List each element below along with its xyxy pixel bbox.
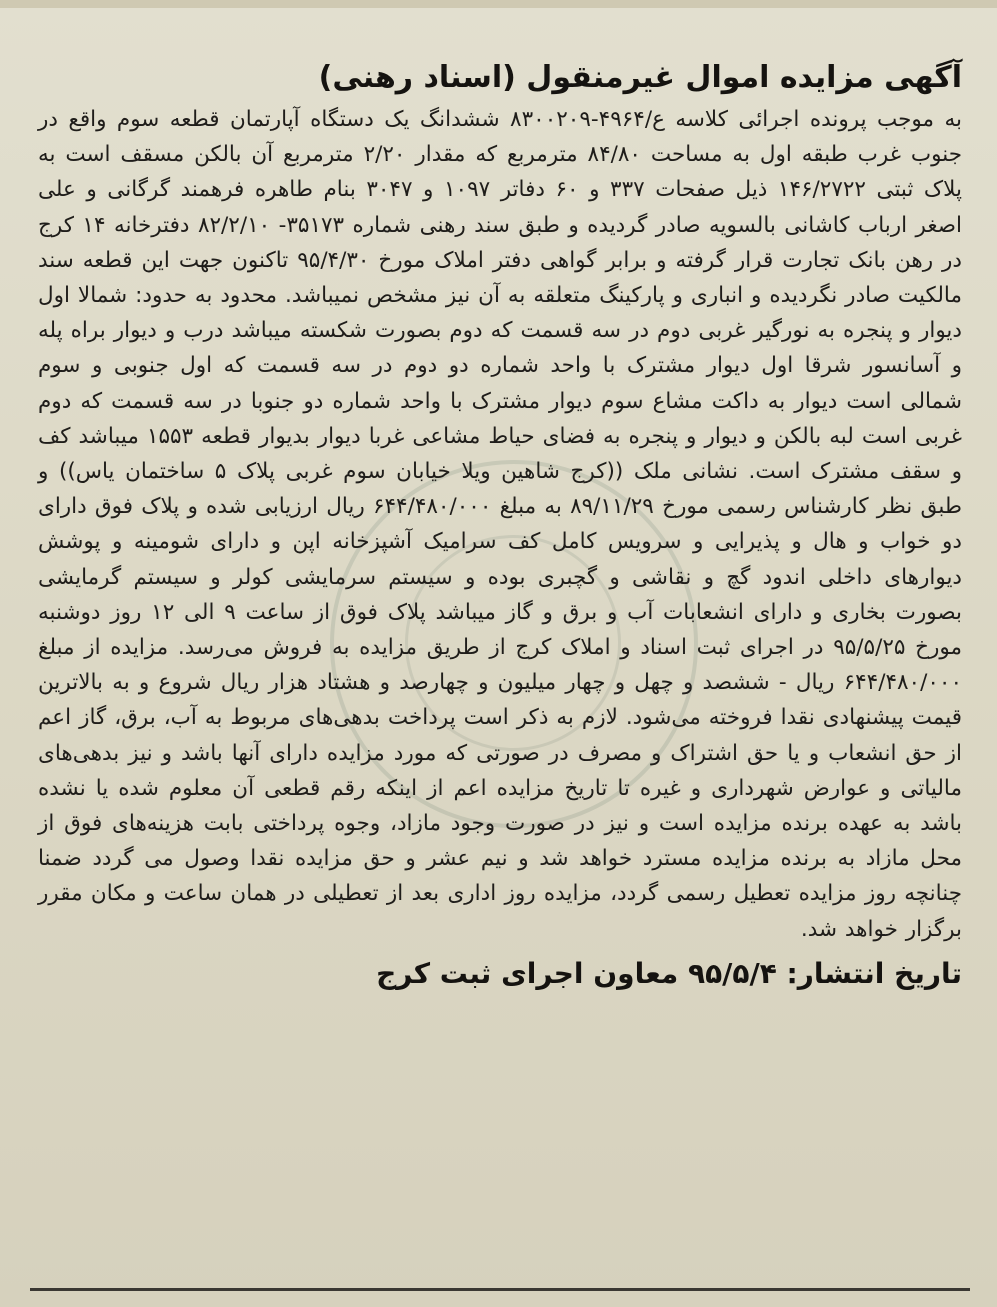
page-top-edge xyxy=(0,0,997,8)
bottom-divider xyxy=(30,1288,970,1291)
notice-title: آگهی مزایده اموال غیرمنقول (اسناد رهنی) xyxy=(318,60,962,95)
notice-footer: تاریخ انتشار: ۹۵/۵/۴ معاون اجرای ثبت کرج xyxy=(376,956,962,990)
auction-notice xyxy=(38,58,962,995)
notice-body: به موجب پرونده اجرائی کلاسه ع/۴۹۶۴-۸۳۰۰۲۰۹ ششدانگ یک دستگاه آپارتمان قطعه سوم واقع در جنوب غرب طبقه اول به مساحت ۸۴/۸۰ مترمربع که مقدار ۲/۲۰ مترمربع آن بالکن مسقف است به پلاک ثبتی ۱۴۶/۲۷۲۲ ذیل صفحات ۳۳۷ و ۶۰ دفاتر ۱۰۹۷ و ۳۰۴۷ بنام طاهره فرهمند گرگانی و علی اصغر ارباب کاشانی بالسویه صادر گردیده و طبق سند رهنی شماره ۳۵۱۷۳- ۸۲/۲/۱۰ دفترخانه ۱۴ کرج در رهن بانک تجارت قرار گرفته و برابر گواهی دفتر املاک مورخ ۹۵/۴/۳۰ تاکنون جهت این قطعه سند مالکیت صادر نگردیده و انباری و پارکینگ متعلقه به آن نیز مشخص نمیباشد. محدود به حدود: شمالا اول دیوار و پنجره به نورگیر غربی دوم در سه قسمت که دوم بصورت شکسته میباشد درب و دیوار براه پله و آسانسور شرقا اول دیوار مشترک با واحد شماره دو دوم در سه قسمت که اول جنوبی و سوم شمالی است دیوار به داکت مشاع سوم دیوار مشترک با واحد شماره دو جنوبا در سه قسمت که دوم غربی است لبه بالکن و دیوار و پنجره به فضای حیاط مشاعی غربا دیوار بدیوار قطعه ۱۵۵۳ میباشد کف و سقف مشترک است. نشانی ملک ((کرج شاهین ویلا خیابان سوم غربی پلاک ۵ ساختمان یاس)) و طبق نظر کارشناس رسمی مورخ ۸۹/۱۱/۲۹ به مبلغ ۶۴۴/۴۸۰/۰۰۰ ریال ارزیابی شده و پلاک فوق دارای دو خواب و هال و پذیرایی و سرویس کامل کف سرامیک آشپزخانه اپن و دارای شومینه و پوشش دیوارهای داخلی اندود گچ و نقاشی و گچبری بوده و سیستم سرمایشی کولر و سیستم گرمایشی بصورت بخاری و دارای انشعابات آب و برق و گاز میباشد پلاک فوق از ساعت ۹ الی ۱۲ روز دوشنبه مورخ ۹۵/۵/۲۵ در اجرای ثبت اسناد و املاک کرج از طریق مزایده به فروش می‌رسد. مزایده از مبلغ ۶۴۴/۴۸۰/۰۰۰ ریال - ششصد و چهل و چهار میلیون و چهارصد و هشتاد هزار ریال شروع و به بالاترین قیمت پیشنهادی نقدا فروخته می‌شود. لازم به ذکر است پرداخت بدهی‌های مربوط به آب، برق، گاز اعم از حق انشعاب و یا حق اشتراک و مصرف در صورتی که مورد مزایده دارای آنها باشد و نیز بدهی‌های مالیاتی و عوارض شهرداری و غیره تا تاریخ مزایده اعم از اینکه رقم قطعی آن معلوم شده یا نشده باشد به عهده برنده مزایده است و نیز در صورت وجود مازاد، وجوه پرداختی بابت هزینه‌های فوق از محل مازاد به برنده مزایده مسترد خواهد شد و نیم عشر و حق مزایده نقدا وصول می گردد ضمنا چنانچه روز مزایده تعطیل رسمی گردد، مزایده روز اداری بعد از تعطیلی در همان ساعت و مکان مقرر برگزار خواهد شد. xyxy=(38,107,963,942)
